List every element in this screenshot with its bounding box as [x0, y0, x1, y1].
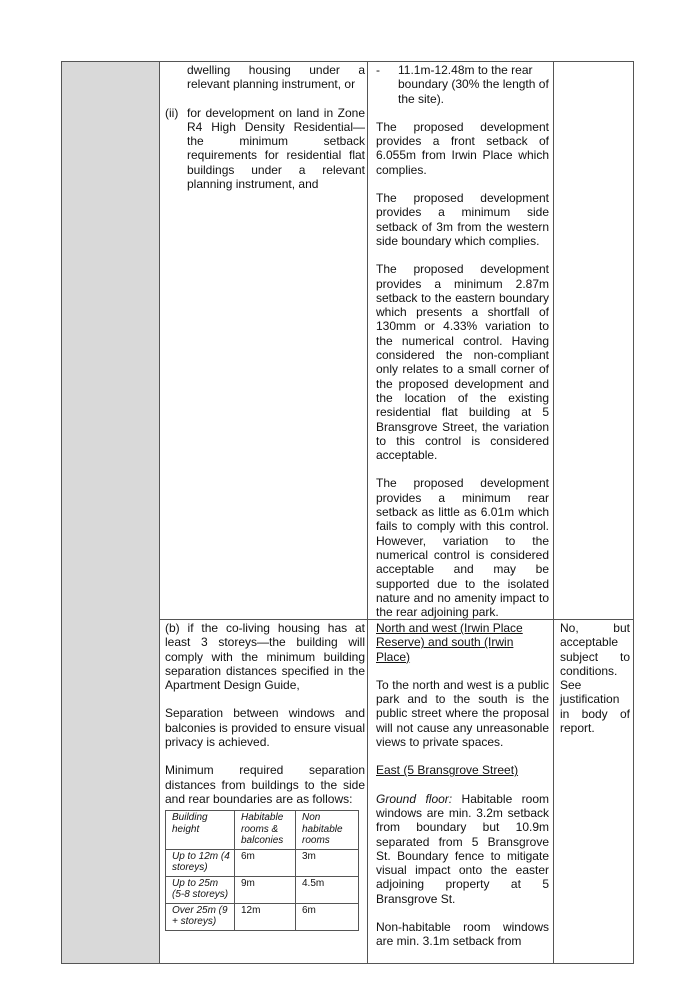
- table-row: [166, 903, 359, 930]
- row1-assessment-cell: [376, 63, 549, 633]
- requirement-continuation: dwelling housing under a relevant planning instrument, or: [187, 63, 365, 92]
- side-setback-paragraph: The proposed development provides a minimum side setback of 3m from the western side boundary which complies.: [376, 191, 549, 248]
- requirement-item-ii: [165, 106, 365, 192]
- table-cell: 3m: [296, 849, 359, 876]
- row1-requirement-cell: [165, 63, 365, 205]
- rear-setback-paragraph: The proposed development provides a minimum rear setback as little as 6.01m which fails to comply with this control. However, variation to the numerical control is considered acceptable and may be supported due to the isolated nature and no amenity impact to the rear adjoining park.: [376, 476, 549, 620]
- privacy-paragraph: Separation between windows and balconies is provided to ensure visual privacy is achieved.: [165, 706, 365, 750]
- row2-compliance-cell: [560, 621, 630, 749]
- separation-requirement: (b) if the co-living housing has at least 3 storeys—the building will comply with the minimum building separation distances specified in the Apartment Design Guide,: [165, 621, 365, 693]
- item-marker: (ii): [165, 105, 179, 120]
- column-divider: [553, 62, 554, 963]
- table-header-cell: Non habitable rooms: [296, 811, 359, 850]
- table-header-row: [166, 811, 359, 850]
- north-west-south-heading: North and west (Irwin Place Reserve) and south (Irwin Place): [376, 621, 523, 664]
- row2-requirement-cell: [165, 621, 365, 931]
- table-cell: Up to 25m (5-8 storeys): [166, 876, 235, 903]
- east-heading: East (5 Bransgrove Street): [376, 763, 519, 778]
- shaded-column: [62, 62, 160, 963]
- eastern-setback-paragraph: The proposed development provides a minimum 2.87m setback to the eastern boundary which presents a shortfall of 130mm or 4.33% variation to the numerical control. Having considered the non-compliant only relates to a small corner of the proposed development and the location of the existing residential flat building at 5 Bransgrove Street, the variation to this control is considered acceptable.: [376, 262, 549, 463]
- ground-floor-lead: Ground floor:: [376, 791, 453, 806]
- front-setback-paragraph: The proposed development provides a front setback of 6.055m from Irwin Place which complies.: [376, 119, 549, 177]
- table-header-cell: Building height: [166, 811, 235, 850]
- table-cell: 6m: [296, 903, 359, 930]
- table-header-cell: Habitable rooms & balconies: [235, 811, 296, 850]
- table-cell: 4.5m: [296, 876, 359, 903]
- dash-text: 11.1m-12.48m to the rear boundary (30% the length of the site).: [398, 63, 549, 106]
- separation-table: [165, 810, 359, 931]
- ground-floor-paragraph: [376, 792, 549, 906]
- table-cell: Over 25m (9 + storeys): [166, 903, 235, 930]
- non-habitable-paragraph: Non-habitable room windows are min. 3.1m setback from: [376, 920, 549, 949]
- separation-intro: Minimum required separation distances from buildings to the side and rear boundaries are as follows:: [165, 763, 365, 806]
- row2-assessment-cell: [376, 621, 549, 963]
- table-cell: 9m: [235, 876, 296, 903]
- table-cell: 12m: [235, 903, 296, 930]
- table-row: [166, 849, 359, 876]
- assessment-table: [61, 61, 634, 964]
- ground-floor-text: Habitable room windows are min. 3.2m setback from boundary but 10.9m separated from 5 Bransgrove St. Boundary fence to mitigate visual impact onto the easter adjoining property at 5 Bransgrove St.: [376, 791, 549, 906]
- table-cell: Up to 12m (4 storeys): [166, 849, 235, 876]
- dash-marker: -: [376, 63, 380, 77]
- compliance-text: No, but acceptable subject to conditions. See justification in body of report.: [560, 621, 630, 736]
- table-row: [166, 876, 359, 903]
- rear-boundary-bullet: [376, 63, 549, 106]
- table-cell: 6m: [235, 849, 296, 876]
- column-divider: [367, 62, 368, 963]
- item-text: for development on land in Zone R4 High Density Residential— the minimum setback requirements for residential flat buildings under a relevant planning instrument, and: [187, 105, 365, 192]
- north-west-south-paragraph: To the north and west is a public park and to the south is the public street where the proposal will not cause any unreasonable views to private spaces.: [376, 677, 549, 750]
